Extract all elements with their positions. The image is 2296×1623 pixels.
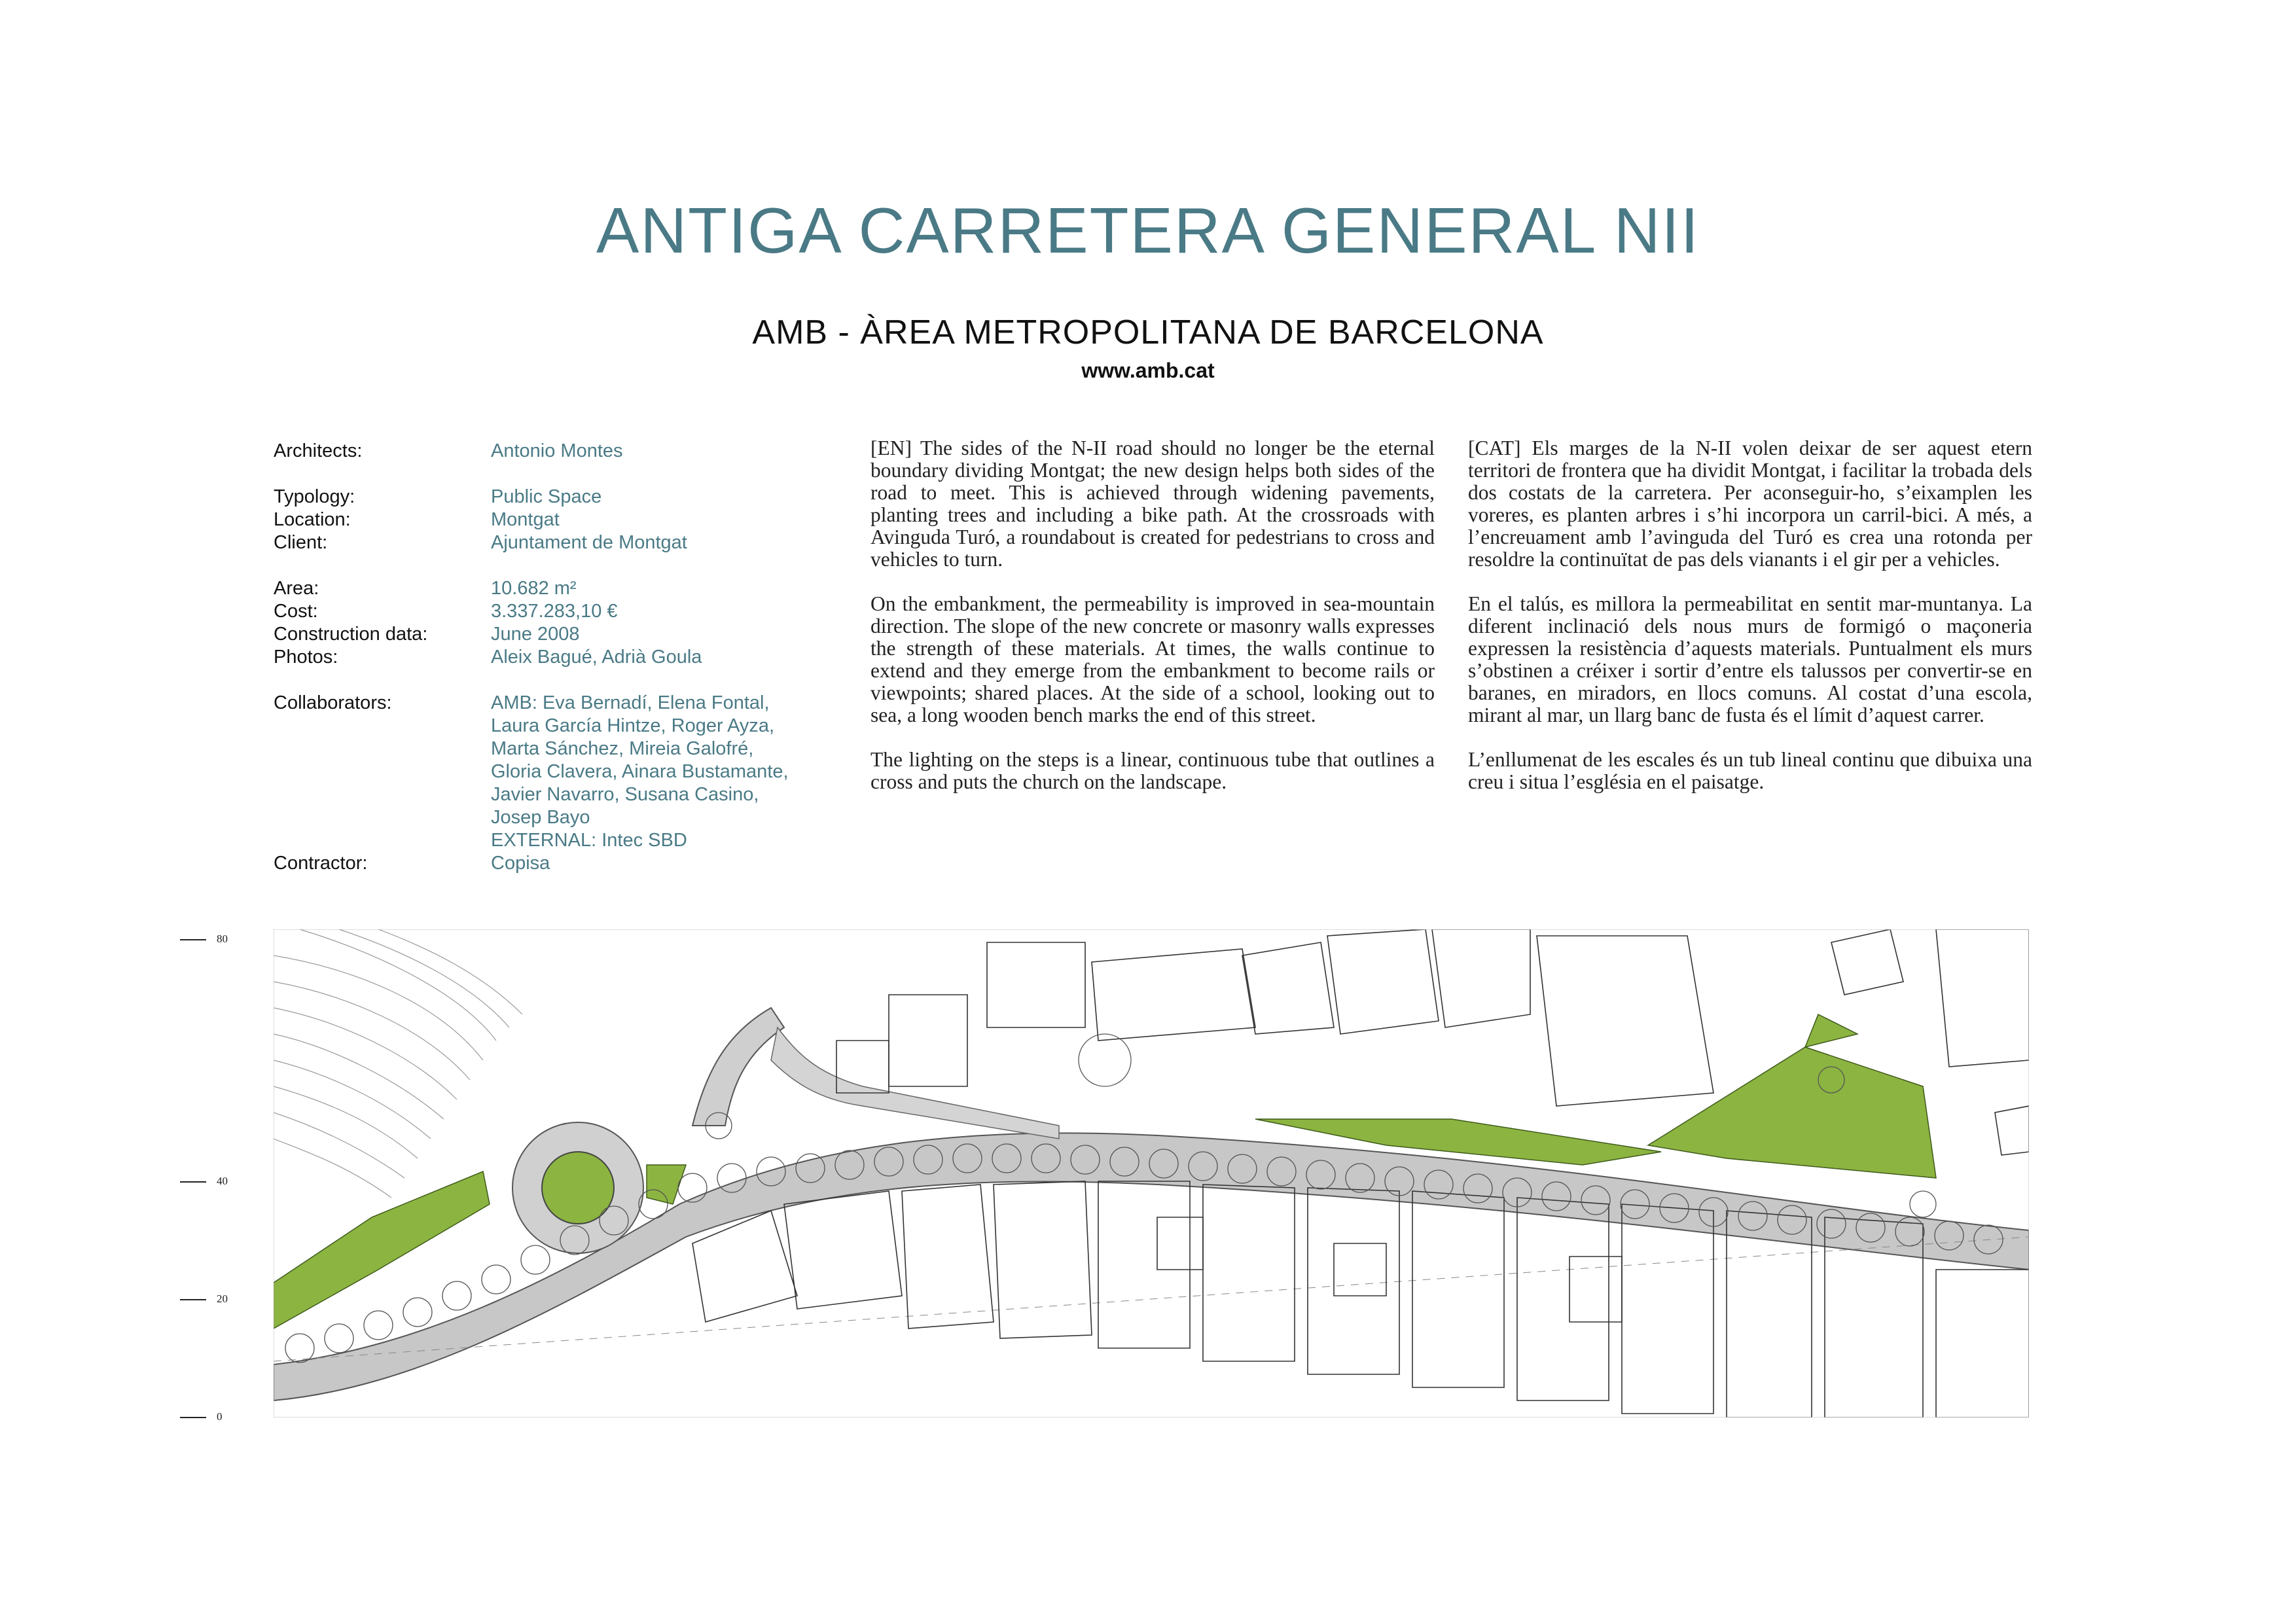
fact-label: Contractor:	[274, 853, 368, 874]
project-facts	[274, 440, 863, 875]
collaborator-line: Laura García Hintze, Roger Ayza,	[491, 715, 775, 736]
fact-cost	[274, 600, 863, 623]
fact-label: Construction data:	[274, 624, 428, 645]
elevation-mark-80	[180, 933, 228, 946]
fact-value	[491, 692, 789, 852]
elevation-mark-0	[180, 1410, 223, 1423]
fact-value: Aleix Bagué, Adrià Goula	[491, 647, 702, 668]
description-english	[870, 437, 1435, 815]
fact-value: Ajuntament de Montgat	[491, 532, 687, 553]
fact-label: Collaborators:	[274, 692, 392, 713]
paragraph: [CAT] Els marges de la N-II volen deixar de ser aquest etern territori de frontera que ha dividit Montgat, i facilitar la trobada dels dos costats de la carretera. Per aconseguir-ho, s’eixamplen les voreres, es planten arbres i s’hi incorpora un carril-bici. A més, a l’encreuament amb l’avinguda del Turó es crea una rotonda per resoldre la continuïtat de pas dels vianants i el gir per a vehicles.	[1468, 437, 2032, 571]
fact-label: Photos:	[274, 647, 338, 668]
page-title: ANTIGA CARRETERA GENERAL NII	[596, 194, 1700, 266]
fact-value: Montgat	[491, 509, 560, 530]
elevation-mark-40	[180, 1175, 228, 1188]
collaborator-line: Marta Sánchez, Mireia Galofré,	[491, 738, 754, 759]
collaborator-line: Gloria Clavera, Ainara Bustamante,	[491, 761, 789, 782]
fact-label: Client:	[274, 532, 328, 553]
collaborator-line: Javier Navarro, Susana Casino,	[491, 784, 759, 805]
fact-location	[274, 508, 863, 531]
collaborator-line: AMB: Eva Bernadí, Elena Fontal,	[491, 692, 770, 713]
description-catalan	[1468, 437, 2032, 815]
fact-area	[274, 577, 863, 600]
elevation-label: 20	[217, 1293, 228, 1305]
fact-label: Architects:	[274, 440, 363, 461]
fact-value: Copisa	[491, 853, 550, 874]
elevation-mark-20	[180, 1293, 228, 1306]
fact-architects	[274, 440, 863, 463]
fact-client	[274, 531, 863, 554]
fact-value: 3.337.283,10 €	[491, 601, 618, 622]
roundabout	[512, 1122, 643, 1253]
fact-label: Location:	[274, 509, 351, 530]
elevation-label: 80	[217, 933, 228, 945]
page-subtitle: AMB - ÀREA METROPOLITANA DE BARCELONA	[752, 313, 1544, 351]
fact-value: Public Space	[491, 486, 602, 507]
website-link[interactable]: www.amb.cat	[1081, 359, 1215, 382]
fact-typology	[274, 486, 863, 508]
paragraph: [EN] The sides of the N-II road should no longer be the eternal boundary dividing Montgat; the new design helps both sides of the road to meet. This is achieved through widening pavements, planting trees and including a bike path. At the crossroads with Avinguda Turó, a roundabout is created for pedestrians to cross and vehicles to turn.	[870, 437, 1435, 571]
fact-value: 10.682 m²	[491, 578, 577, 599]
elevation-label: 0	[217, 1410, 223, 1423]
paragraph: En el talús, es millora la permeabilitat en sentit mar-muntanya. La diferent inclinació dels nous murs de formigó o maçoneria expressen la resistència d’aquests materials. Puntualment els murs s’obstinen a créixer i sortir d’entre els talussos per convertir-se en baranes, en miradors, en llocs comuns. Al costat d’una escola, mirant al mar, un llarg banc de fusta és el límit d’aquest carrer.	[1468, 592, 2032, 726]
fact-construction	[274, 623, 863, 646]
fact-value: Antonio Montes	[491, 440, 623, 461]
fact-label: Typology:	[274, 486, 355, 507]
paragraph: The lighting on the steps is a linear, continuous tube that outlines a cross and puts the church on the landscape.	[870, 748, 1435, 793]
fact-value: June 2008	[491, 624, 580, 645]
paragraph: On the embankment, the permeability is improved in sea-mountain direction. The slope of the new concrete or masonry walls expresses the strength of these materials. At times, the walls continue to extend and they emerge from the embankment to become rails or viewpoints; shared places. At the side of a school, looking out to sea, a long wooden bench marks the end of this street.	[870, 592, 1435, 726]
paragraph: L’enllumenat de les escales és un tub lineal continu que dibuixa una creu i situa l’església en el paisatge.	[1468, 748, 2032, 793]
fact-collaborators	[274, 692, 863, 852]
site-plan-drawing	[274, 929, 2029, 1418]
collaborator-line: EXTERNAL: Intec SBD	[491, 830, 687, 851]
fact-contractor	[274, 852, 863, 875]
fact-label: Area:	[274, 578, 319, 599]
fact-photos	[274, 646, 863, 669]
elevation-label: 40	[217, 1175, 228, 1187]
collaborator-line: Josep Bayo	[491, 807, 590, 828]
fact-label: Cost:	[274, 601, 318, 622]
contour-lines	[274, 929, 522, 1198]
